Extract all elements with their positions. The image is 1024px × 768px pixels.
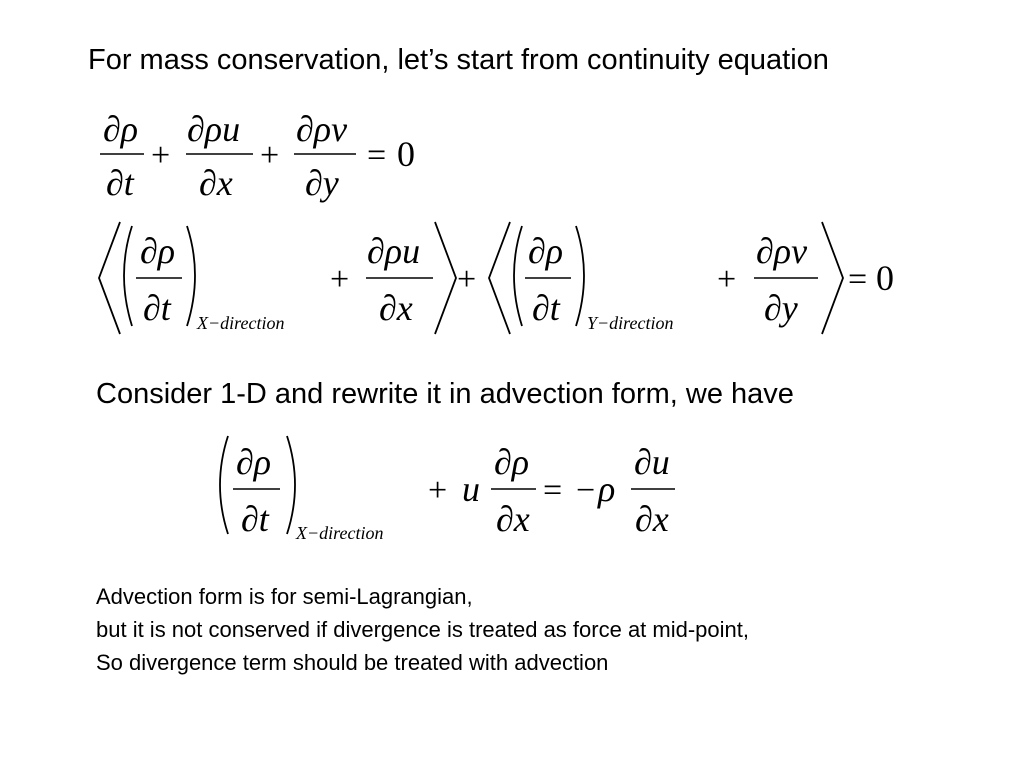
plus-sign: + (330, 261, 350, 298)
minus-sign: − (576, 472, 596, 509)
equals-sign: = (848, 261, 868, 298)
fraction-numerator: ∂ρ (140, 231, 176, 271)
angle-bracket-left (99, 222, 120, 334)
fraction-numerator: ∂ρ (528, 231, 564, 271)
fraction-numerator: ∂ρ (236, 442, 272, 482)
advection-equation (220, 436, 675, 543)
fraction-denominator: ∂x (496, 499, 530, 539)
paren-right (287, 436, 295, 534)
subscript-x-direction: X−direction (296, 523, 384, 543)
plus-sign: + (260, 137, 280, 174)
rhs-zero: 0 (397, 134, 415, 174)
subscript-y-direction: Y−direction (587, 313, 674, 333)
fraction-denominator: ∂t (241, 499, 269, 539)
velocity-u: u (462, 469, 480, 509)
subscript-x-direction: X−direction (197, 313, 285, 333)
density-rho: ρ (598, 469, 616, 509)
fraction-numerator: ∂ρ (103, 109, 139, 149)
plus-sign: + (717, 261, 737, 298)
fraction-denominator: ∂t (143, 288, 171, 328)
paren-right (187, 226, 195, 326)
fraction-numerator: ∂ρv (296, 109, 348, 149)
paren-left (514, 226, 522, 326)
rhs-zero: 0 (876, 258, 894, 298)
fraction-denominator: ∂x (199, 163, 233, 203)
angle-bracket-left (489, 222, 510, 334)
fraction-denominator: ∂t (532, 288, 560, 328)
plus-sign: + (151, 137, 171, 174)
equals-sign: = (543, 472, 563, 509)
fraction-denominator: ∂x (379, 288, 413, 328)
fraction-numerator: ∂ρu (367, 231, 421, 271)
fraction-denominator: ∂x (635, 499, 669, 539)
fraction-numerator: ∂ρu (187, 109, 241, 149)
equals-sign: = (367, 137, 387, 174)
fraction-numerator: ∂u (634, 442, 670, 482)
slide-heading: For mass conservation, let’s start from continuity equation (88, 44, 829, 76)
split-equation (99, 222, 894, 334)
fraction-denominator: ∂t (106, 163, 134, 203)
plus-sign: + (457, 261, 477, 298)
note-line: Advection form is for semi-Lagrangian, (96, 584, 473, 609)
angle-bracket-right (435, 222, 456, 334)
note-line: So divergence term should be treated with advection (96, 650, 609, 675)
fraction-denominator: ∂y (305, 163, 339, 203)
fraction-numerator: ∂ρ (494, 442, 530, 482)
fraction-denominator: ∂y (764, 288, 798, 328)
paren-right (576, 226, 584, 326)
paren-left (220, 436, 228, 534)
slide-subheading: Consider 1-D and rewrite it in advection form, we have (96, 378, 794, 410)
continuity-equation (100, 109, 415, 203)
note-line: but it is not conserved if divergence is treated as force at mid-point, (96, 617, 749, 642)
angle-bracket-right (822, 222, 843, 334)
fraction-numerator: ∂ρv (756, 231, 808, 271)
paren-left (124, 226, 132, 326)
plus-sign: + (428, 472, 448, 509)
